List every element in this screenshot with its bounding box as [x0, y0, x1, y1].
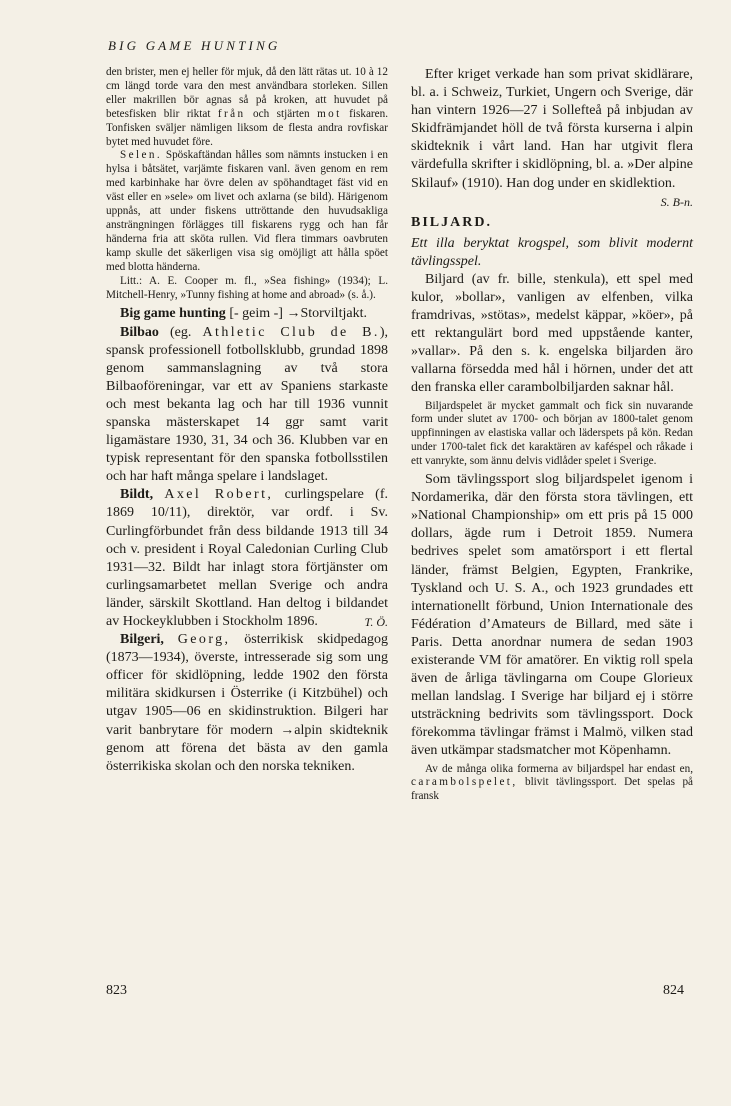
page-number-left: 823	[106, 983, 127, 998]
paragraph-bait: den brister, men ej heller för mjuk, då den lätt rätas ut. 10 à 12 cm längd torde vara den mest användbara storleken. Sillen eller makrillen bör agnas så på kroken, att huvudet på betesfisken blir riktat från och stjärten mot fiskaren. Tonfisken sväljer nämligen liksom de flesta andra rovfiskar bytet med huvudet före.	[106, 66, 389, 148]
paragraph-harness: Selen. Spöskaftändan hålles som nämnts instucken i en hylsa i båtsätet, varjämte fiskaren vanl. även genom en rem med karbinhake har övre delen av spöhandtaget fäst vid en väst eller en »sele» om livet och axlarna (se bild). Härigenom uppnås, att under fiskens uttröttande den huvudsakliga ansträngningen förlägges till fiskarens rygg och han får händerna fria att sköta rullen. Vid flera timmars oavbruten kamp skulle det säkerligen visa sig omöjligt att hålla spöet med blotta händerna.	[106, 149, 388, 273]
section-subtitle: Ett illa beryktat krogspel, som blivit modernt tävlingsspel.	[411, 235, 693, 269]
right-column	[411, 66, 693, 804]
section-heading-biljard: BILJARD.	[411, 214, 492, 230]
signature-bildt: T. Ö.	[364, 615, 388, 629]
running-head: BIG GAME HUNTING	[108, 38, 281, 53]
page-number-right: 824	[663, 983, 684, 998]
entry-bilgeri-continued: Efter kriget verkade han som privat skidlärare, bl. a. i Schweiz, Turkiet, Ungern och Sverige, där han vintern 1926—27 i Sollefteå på inbjudan av Skidfrämjandet höll de två första kurserna i alpin skidteknik i vårt land. Han har utgivit flera värdefulla skrifter i skidlöpning, bl. a. »Der alpine Skilauf» (1910). Han dog under en skidlektion. S. B-n.	[411, 66, 693, 193]
entry-bilbao: Bilbao (eg. Athletic Club de B.), spansk professionell fotbollsklubb, grundad 1898 genom sammanslagning av två stora Bilbaoföreningar, var ett av Spaniens starkaste och mest bekanta lag och har till 1936 vunnit spanska mästerskapet 14 ggr samt varit ligamästare 1930, 31, 34 och 36. Klubben var en typisk representant för den spanska fotbollsstilen och har haft många spelare i landslaget.	[106, 324, 388, 485]
signature-bilgeri: S. B-n.	[660, 194, 693, 209]
entry-big-game-hunting: Big game hunting [- geim -] →Storviltjakt.	[120, 306, 367, 322]
paragraph-biljard-history: Biljardspelet är mycket gammalt och fick sin nuvarande form under slutet av 1700- och början av 1800-talet genom uppfinningen av elastiska vallar och läderspets på kön. Redan under 1700-talet fick det karaktären av kaféspel och råkade i ett vanrykte, som ännu delvis vidlåder spelet i Sverige.	[411, 399, 693, 468]
paragraph-biljard-sport: Som tävlingssport slog biljardspelet igenom i Nordamerika, där den första stora tävlingen, ett »National Championship» om ett pris på 15 000 dollars, ägde rum i Detroit 1859. Numera bedrives spelet som amatörsport i ett flertal länder, främst Belgien, Egypten, Frankrike, Tyskland och U. S. A., och 1923 grundades ett internationellt förbund, Union Internationale des Fédération d’Amateurs de Billard, med säte i Paris. Detta anordnar numera de sedan 1903 existerande VM för amatörer. En viktig roll spela även de årliga tävlingarna om Coupe Glorieux mellan landslag. I Sverige har biljard ej i större utsträckning bedrivits som tävlingssport. Dock förekomma tävlingar främst i Malmö, vilken stad även utkämpar stadsmatcher mot Köpenhamn.	[411, 472, 693, 759]
paragraph-biljard-definition: Biljard (av fr. bille, stenkula), ett spel med kulor, »bollar», vanligen av elfenben, vilka framdrivas, »stötas», medelst käppar, »köer», på ett rektangulärt bord med uppstående kanter, »vallar». På den s. k. engelska biljarden äro vallarna försedda med hål i hörnen, under det att den franska eller carambolbiljarden saknar hål.	[411, 271, 693, 396]
entry-bilgeri: Bilgeri, Georg, österrikisk skidpedagog (1873—1934), överste, intresserade sig som ung officer för skidlöpning, ledde 1902 den första militära skidkursen i Österrike (i Kitzbühel) och utgav 1905—06 en skidinstruktion. Bilgeri har varit banbrytare för modern →alpin skidteknik genom att förena det bästa av den gamla österrikiska skolan och den norska tekniken.	[106, 632, 389, 774]
paragraph-biljard-forms: Av de många olika formerna av biljardspel har endast en, carambolspelet, blivit tävlingssport. Det spelas på fransk	[411, 762, 694, 803]
literature-reference: Litt.: A. E. Cooper m. fl., »Sea fishing» (1934); L. Mitchell-Henry, »Tunny fishing at home and abroad» (s. å.).	[106, 274, 388, 301]
left-column	[106, 66, 388, 776]
entry-bildt: Bildt, Axel Robert, curlingspelare (f. 1869 10/11), direktör, var ordf. i Sv. Curlingförbundet från dess bildande 1913 till 34 och v. president i Royal Caledonian Curling Club 1931—32. Bildt har inlagt stora förtjänster om curlingsamarbetet mellan Sverige och andra länder, särskilt Skottland. Han deltog i bildandet av Hockeyklubben i Stockholm 1896. T. Ö.	[106, 486, 388, 631]
